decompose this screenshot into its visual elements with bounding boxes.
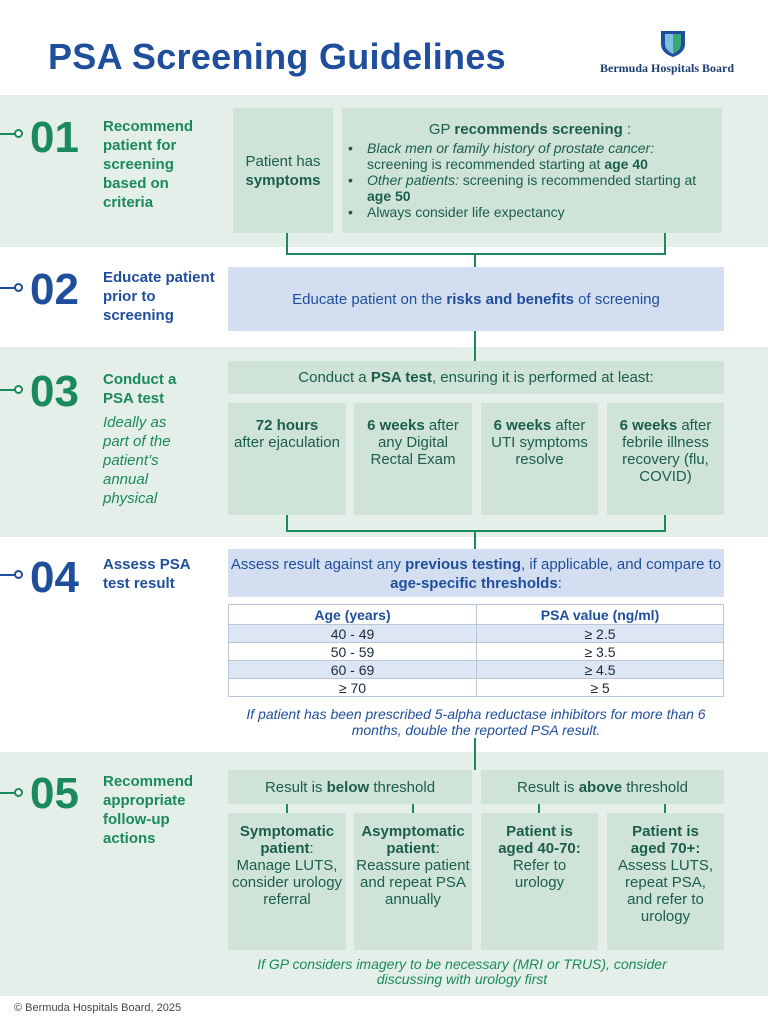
step3-subtitle: Ideally as part of the patient’s annual physical: [103, 414, 171, 507]
action-4-text: Assess LUTS, repeat PSA, and refer to urology: [617, 857, 714, 925]
action-4-bold: Patient is aged 70+: [630, 823, 699, 857]
action-aged-70-plus: [607, 813, 724, 950]
wait-4-text: after febrile illness recovery (flu, COVID): [622, 417, 712, 485]
action-2-bold: Asymptomatic patient: [361, 823, 465, 857]
table-cell-age: 60 - 69: [229, 661, 477, 679]
below-c: threshold: [369, 778, 436, 796]
action-3-text: Refer to urology: [512, 857, 567, 891]
step5-connector: [286, 804, 288, 813]
wait-2-bold: 6 weeks: [367, 417, 425, 434]
assess-d: age-specific thresholds: [390, 575, 558, 592]
copyright: © Bermuda Hospitals Board, 2025: [14, 1002, 182, 1014]
wait-3-text: after UTI symptoms resolve: [491, 417, 588, 468]
table-cell-psa: ≥ 3.5: [477, 643, 724, 661]
assess-b: previous testing: [405, 556, 521, 573]
wait-box-ejaculation: [228, 403, 346, 515]
step1-marker-dot: [14, 129, 23, 138]
action-4-colon: :: [695, 840, 701, 857]
gp-suffix: :: [622, 121, 632, 138]
step2-title: Educate patient prior to screening: [103, 269, 215, 324]
action-1-colon: :: [309, 840, 314, 857]
symptoms-box: [233, 108, 333, 233]
above-threshold-header: [481, 770, 724, 804]
step5-connector: [474, 752, 476, 770]
action-1-text: Manage LUTS, consider urology referral: [231, 857, 343, 908]
step1-connector: [286, 253, 666, 255]
above-b: above: [578, 778, 623, 796]
step1-connector: [474, 253, 476, 267]
table-cell-age: ≥ 70: [229, 679, 477, 697]
table-row: [229, 679, 724, 697]
action-2-text: Reassure patient and repeat PSA annually: [356, 857, 470, 908]
table-header-psa: PSA value (ng/ml): [477, 605, 724, 625]
action-3-bold: Patient is aged 40-70: [498, 823, 576, 857]
step1-title: Recommend patient for screening based on criteria: [103, 118, 194, 211]
table-header-age: Age (years): [229, 605, 477, 625]
table-row: [229, 625, 724, 643]
educate-text-a: Educate patient on the: [292, 290, 447, 308]
org-name: Bermuda Hospitals Board: [600, 61, 735, 75]
action-aged-40-70: [481, 813, 598, 950]
step5-marker-dot: [14, 788, 23, 797]
gp-prefix: GP: [428, 121, 455, 138]
action-1-bold: Symptomatic patient: [239, 823, 335, 857]
wait-box-uti: [481, 403, 598, 515]
assess-e: :: [557, 575, 562, 592]
table-cell-age: 50 - 59: [229, 643, 477, 661]
step3-connector: [474, 530, 476, 549]
table-cell-psa: ≥ 4.5: [477, 661, 724, 679]
table-row: [229, 661, 724, 679]
step3-title: Conduct a PSA test: [103, 371, 177, 407]
criteria-bullet-2: • Other patients: screening is recommended starting at age 50: [348, 172, 697, 204]
below-threshold-header: [228, 770, 472, 804]
step3-connector: [474, 347, 476, 361]
educate-box: [228, 267, 724, 331]
action-symptomatic: [228, 813, 346, 950]
step1-connector: [664, 233, 666, 255]
educate-bold: risks and benefits: [446, 290, 574, 308]
above-c: threshold: [622, 778, 688, 796]
step4-marker-dot: [14, 570, 23, 579]
psa-threshold-table: [228, 604, 724, 697]
below-a: Result is: [264, 778, 327, 796]
table-cell-age: 40 - 49: [229, 625, 477, 643]
educate-text-c: of screening: [573, 290, 660, 308]
step4-title: Assess PSA test result: [103, 556, 190, 592]
imagery-note: If GP considers imagery to be necessary (MRI or TRUS), consider discussing with urology first: [257, 956, 667, 987]
wait-1-text: after ejaculation: [234, 434, 340, 451]
criteria-1-italic: Black men or family history of prostate cancer:: [367, 140, 655, 156]
below-b: below: [326, 778, 370, 796]
wait-1-bold: 72 hours: [255, 417, 319, 434]
criteria-2-text: screening is recommended starting at: [458, 172, 697, 188]
psa-head-c: , ensuring it is performed at least:: [431, 369, 654, 386]
wait-4-bold: 6 weeks: [619, 417, 678, 434]
step5-number: 05: [30, 769, 79, 818]
assess-c: , if applicable, and compare to: [521, 556, 722, 573]
step3-number: 03: [30, 367, 79, 416]
wait-2-text: after any Digital Rectal Exam: [370, 417, 459, 468]
step3-marker-dot: [14, 385, 23, 394]
table-row: [229, 643, 724, 661]
gp-recommends: recommends screening: [454, 121, 623, 138]
bhb-logo: [660, 30, 686, 58]
assess-a: Assess result against any: [230, 556, 406, 573]
gp-recommends-box: [342, 108, 722, 233]
psa-head-bold: PSA test: [370, 369, 432, 386]
criteria-1-bold: age 40: [604, 156, 648, 172]
above-a: Result is: [517, 778, 579, 796]
step5-connector: [412, 804, 414, 813]
criteria-1-text: screening is recommended starting at: [367, 156, 605, 172]
criteria-3-text: Always consider life expectancy: [367, 204, 565, 220]
criteria-2-italic: Other patients:: [367, 172, 459, 188]
step5-connector: [664, 804, 666, 813]
criteria-bullet-3: • Always consider life expectancy: [348, 204, 565, 220]
5ari-note: If patient has been prescribed 5-alpha reductase inhibitors for more than 6 months, double the reported PSA result.: [246, 706, 706, 738]
symptoms-text: Patient has: [245, 152, 321, 170]
step1-number: 01: [30, 113, 79, 162]
action-2-colon: :: [435, 840, 440, 857]
action-asymptomatic: [354, 813, 472, 950]
psa-head-a: Conduct a: [298, 369, 371, 386]
step2-marker-dot: [14, 283, 23, 292]
step2-number: 02: [30, 265, 79, 314]
wait-box-dre: [354, 403, 472, 515]
wait-box-febrile: [607, 403, 724, 515]
action-3-colon: :: [575, 840, 581, 857]
step4-number: 04: [30, 553, 79, 602]
psa-test-header: [228, 361, 724, 394]
step3-connector: [286, 530, 666, 532]
criteria-2-bold: age 50: [367, 188, 411, 204]
step5-title: Recommend appropriate follow-up actions: [103, 773, 194, 847]
step1-connector: [286, 233, 288, 255]
table-cell-psa: ≥ 2.5: [477, 625, 724, 643]
assess-box: [228, 549, 724, 597]
step5-connector: [538, 804, 540, 813]
symptoms-bold: symptoms: [245, 171, 321, 189]
criteria-bullet-1: • Black men or family history of prostate cancer: screening is recommended starting at age 40: [348, 140, 655, 172]
wait-3-bold: 6 weeks: [493, 417, 552, 434]
table-cell-psa: ≥ 5: [477, 679, 724, 697]
page-title: PSA Screening Guidelines: [48, 36, 506, 77]
